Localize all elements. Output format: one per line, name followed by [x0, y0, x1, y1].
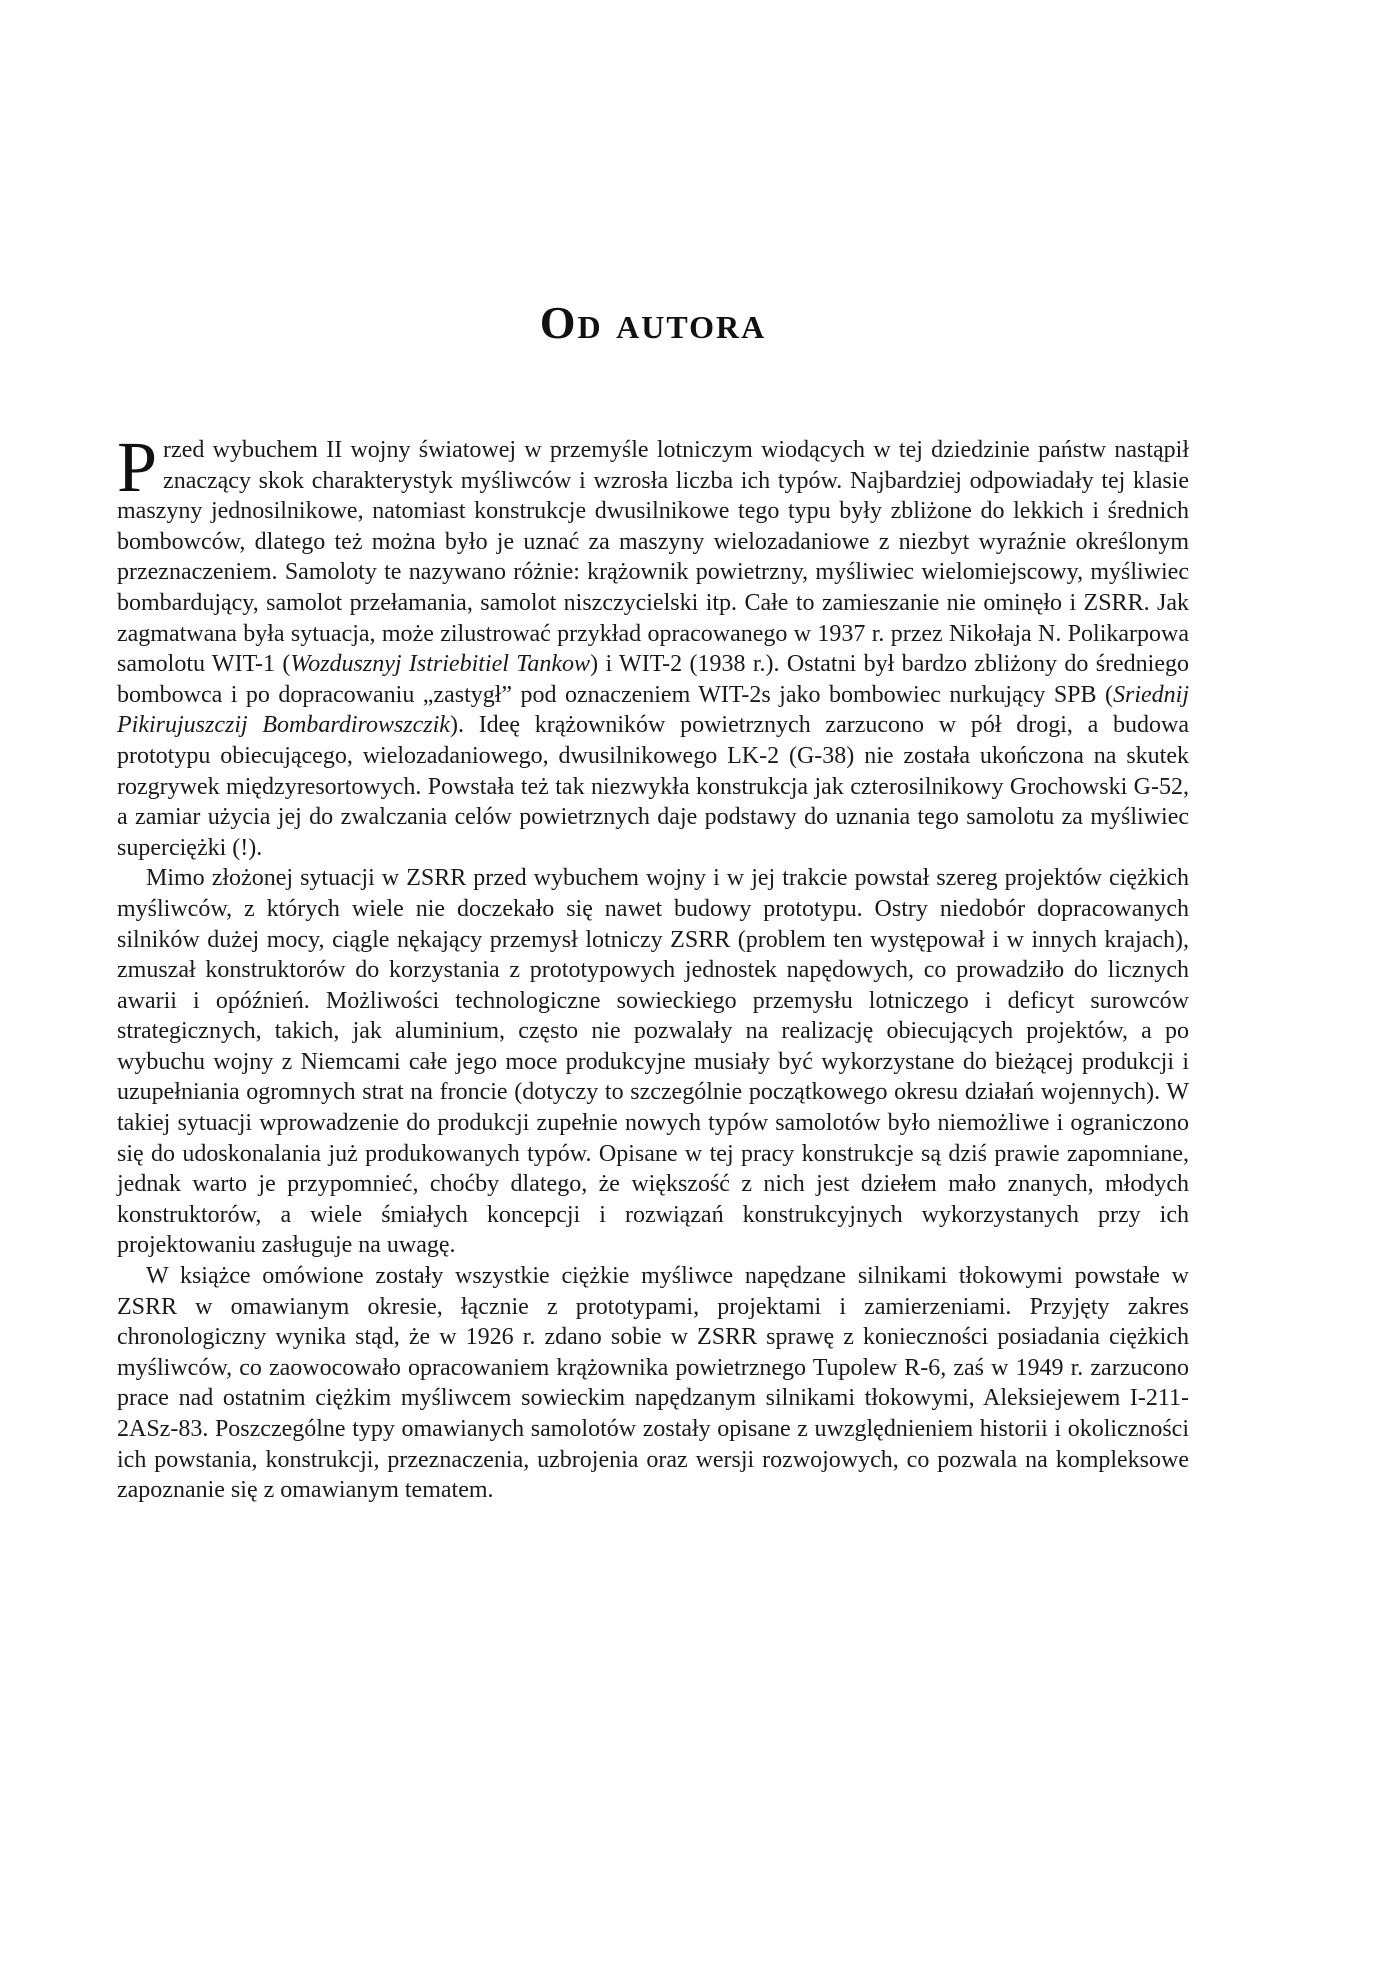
paragraph-1 — [117, 427, 1190, 863]
paragraph-1-italic-term: Sriednij Pikirujuszczij Bombardirowszczik — [117, 681, 1189, 739]
paragraph-1-italic-title: Wozdusznyj Istriebitiel Tankow — [290, 651, 591, 678]
paragraph-1-segment-1: rzed wybuchem II wojny światowej w przemyśle lotniczym wiodących w tej dziedzinie państw nastąpił znaczący skok charakterystyk myśliwców i wzrosła liczba ich typów. Najbardziej odpowiadały tej klasie maszyny jednosilnikowe, natomiast konstrukcje dwusilnikowe tego typu były zbliżone do lekkich i średnich bombowców, dlatego też można było je uznać za maszyny wielozadaniowe z niezbyt wyraźnie określonym przeznaczeniem. Samoloty te nazywano różnie: krążownik powietrzny, myśliwiec wielomiejscowy, myśliwiec bombardujący, samolot przełamania, samolot niszczycielski itp. Całe to zamieszanie nie ominęło i ZSRR. Jak zagmatwana była sytuacja, może zilustrować przykład opracowanego w 1937 r. przez Nikołaja N. Polikarpowa samolotu WIT-1 ( — [117, 437, 1189, 678]
paragraph-2 — [117, 863, 1189, 1261]
drop-cap: P — [117, 427, 158, 507]
paragraph-3 — [117, 1261, 1189, 1506]
body-text — [117, 427, 1190, 1506]
paragraph-1-segment-3: ) i WIT-2 (1938 r.). Ostatni był bardzo zbliżony do średniego bombowca i po dopracowaniu „zastygł” pod oznaczeniem WIT-2s jako bombowiec nurkujący SPB ( — [117, 651, 1190, 708]
page-title: Od autora — [539, 297, 767, 348]
paragraph-2-text: Mimo złożonej sytuacji w ZSRR przed wybuchem wojny i w jej trakcie powstał szereg projektów ciężkich myśliwców, z których wiele nie doczekało się nawet budowy prototypu. Ostry niedobór dopracowanych silników dużej mocy, ciągle nękający przemysł lotniczy ZSRR (problem ten występował i w innych krajach), zmuszał konstruktorów do korzystania z prototypowych jednostek napędowych, co prowadziło do licznych awarii i opóźnień. Możliwości technologiczne sowieckiego przemysłu lotniczego i deficyt surowców strategicznych, takich, jak aluminium, często nie pozwalały na realizację obiecujących projektów, a po wybuchu wojny z Niemcami całe jego moce produkcyjne musiały być wykorzystane do bieżącej produkcji i uzupełniania ogromnych strat na froncie (dotyczy to szczególnie początkowego okresu działań wojennych). W takiej sytuacji wprowadzenie do produkcji zupełnie nowych typów samolotów było niemożliwe i ograniczono się do udoskonalania już produkowanych typów. Opisane w tej pracy konstrukcje są dziś prawie zapomniane, jednak warto je przypomnieć, choćby dlatego, że większość z nich jest dziełem mało znanych, młodych konstruktorów, a wiele śmiałych koncepcji i rozwiązań konstrukcyjnych wykorzystanych przy ich projektowaniu zasługuje na uwagę. — [117, 865, 1189, 1259]
paragraph-1-segment-5: ). Ideę krążowników powietrznych zarzucono w pół drogi, a budowa prototypu obiecującego, wielozadaniowego, dwusilnikowego LK-2 (G-38) nie została ukończona na skutek rozgrywek międzyresortowych. Powstała też tak niezwykła konstrukcja jak czterosilnikowy Grochowski G-52, a zamiar użycia jej do zwalczania celów powietrznych daje podstawy do uznania tego samolotu za myśliwiec superciężki (!). — [117, 712, 1189, 861]
paragraph-3-text: W książce omówione zostały wszystkie ciężkie myśliwce napędzane silnikami tłokowymi powstałe w ZSRR w omawianym okresie, łącznie z prototypami, projektami i zamierzeniami. Przyjęty zakres chronologiczny wynika stąd, że w 1926 r. zdano sobie w ZSRR sprawę z konieczności posiadania ciężkich myśliwców, co zaowocowało opracowaniem krążownika powietrznego Tupolew R-6, zaś w 1949 r. zarzucono prace nad ostatnim ciężkim myśliwcem sowieckim napędzanym silnikami tłokowymi, Aleksiejewem I-211-2ASz-83. Poszczególne typy omawianych samolotów zostały opisane z uwzględnieniem historii i okoliczności ich powstania, konstrukcji, przeznaczenia, uzbrojenia oraz wersji rozwojowych, co pozwala na kompleksowe zapoznanie się z omawianym tematem. — [117, 1263, 1189, 1504]
